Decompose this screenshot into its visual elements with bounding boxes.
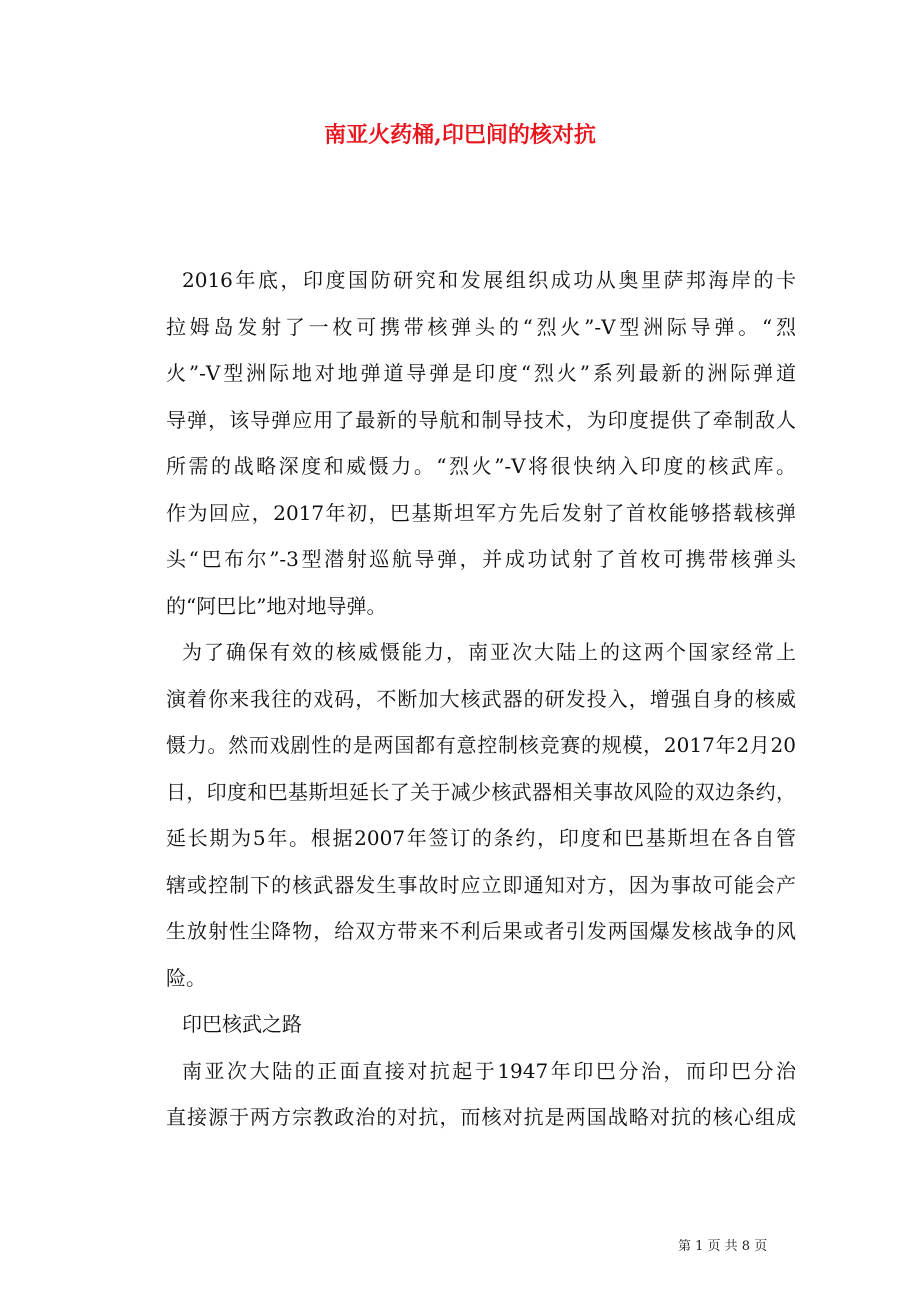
paragraph-line: 火”-V型洲际地对地弹道导弹是印度“烈火”系列最新的洲际弹道 — [166, 361, 796, 385]
paragraph-line: 印巴核武之路 — [182, 1012, 302, 1036]
paragraph-line: 延长期为5年。根据2007年签订的条约，印度和巴基斯坦在各自管 — [166, 826, 796, 850]
paragraph-line: 拉姆岛发射了一枚可携带核弹头的“烈火”-V型洲际导弹。“烈 — [166, 314, 796, 339]
paragraph — [166, 1001, 796, 1048]
paragraph-line: 导弹，该导弹应用了最新的导航和制导技术，为印度提供了牵制敌人 — [166, 407, 796, 432]
paragraph-line: 辖或控制下的核武器发生事故时应立即通知对方，因为事故可能会产 — [166, 872, 796, 897]
paragraph-line: 险。 — [166, 965, 206, 990]
paragraph-line: 南亚次大陆的正面直接对抗起于1947年印巴分治，而印巴分治 — [182, 1058, 796, 1083]
paragraph — [166, 629, 796, 1001]
document-title: 南亚火药桶,印巴间的核对抗 — [324, 122, 596, 148]
paragraph-line: 日，印度和巴基斯坦延长了关于减少核武器相关事故风险的双边条约， — [166, 779, 796, 804]
paragraph-line: 生放射性尘降物，给双方带来不利后果或者引发两国爆发核战争的风 — [166, 919, 796, 943]
paragraph-line: 的“阿巴比”地对地导弹。 — [166, 593, 387, 618]
paragraph-line: 所需的战略深度和威慑力。“烈火”-V将很快纳入印度的核武库。 — [166, 454, 796, 478]
paragraph-line: 2016年底，印度国防研究和发展组织成功从奥里萨邦海岸的卡 — [182, 268, 796, 292]
paragraph-line: 头“巴布尔”-3型潜射巡航导弹，并成功试射了首枚可携带核弹头 — [166, 547, 796, 571]
paragraph — [166, 1048, 796, 1141]
paragraph-line: 作为回应，2017年初，巴基斯坦军方先后发射了首枚能够搭载核弹 — [166, 500, 796, 525]
paragraph-line: 演着你来我往的戏码，不断加大核武器的研发投入，增强自身的核威 — [166, 686, 796, 711]
paragraph-line: 为了确保有效的核威慑能力，南亚次大陆上的这两个国家经常上 — [182, 640, 796, 664]
paragraph-line: 慑力。然而戏剧性的是两国都有意控制核竞赛的规模，2017年2月20 — [166, 733, 796, 757]
page-footer: 第 1 页 共 8 页 — [678, 1239, 768, 1254]
paragraph — [166, 257, 796, 629]
document-body — [166, 257, 796, 1141]
paragraph-line: 直接源于两方宗教政治的对抗，而核对抗是两国战略对抗的核心组成 — [166, 1105, 796, 1129]
